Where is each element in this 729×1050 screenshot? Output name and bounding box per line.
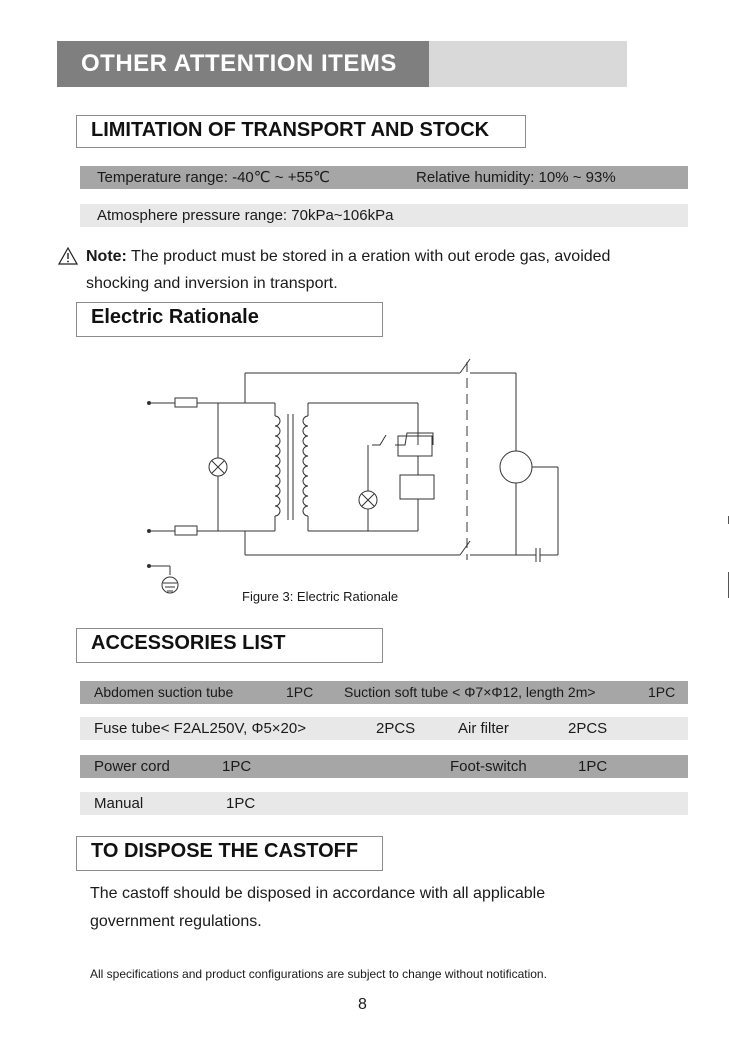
accessories-title: ACCESSORIES LIST bbox=[76, 628, 383, 663]
section-banner bbox=[57, 41, 627, 87]
accessory-qty: 1PC bbox=[648, 684, 676, 700]
secondary-winding bbox=[303, 416, 308, 516]
accessory-qty: 1PC bbox=[286, 684, 314, 700]
accessory-qty: 1PC bbox=[578, 758, 608, 775]
foot-switch-contact bbox=[372, 435, 386, 445]
fuse-top bbox=[175, 398, 197, 407]
accessory-qty: 1PC bbox=[222, 758, 252, 775]
accessory-item: Manual bbox=[94, 795, 144, 812]
accessory-row bbox=[80, 717, 688, 740]
relay-switch-bottom bbox=[460, 541, 470, 555]
pressure-row bbox=[80, 204, 688, 227]
pressure-range: Atmosphere pressure range: 70kPa~106kPa bbox=[97, 207, 394, 224]
motor bbox=[500, 451, 532, 483]
humidity-range: Relative humidity: 10% ~ 93% bbox=[416, 169, 616, 186]
figure-caption: Figure 3: Electric Rationale bbox=[242, 589, 399, 604]
page-number: 8 bbox=[358, 996, 367, 1013]
transport-conditions-row bbox=[80, 166, 688, 189]
fuse-bottom bbox=[175, 526, 197, 535]
accessory-qty: 2PCS bbox=[568, 720, 608, 737]
temperature-range: Temperature range: -40℃ ~ +55℃ bbox=[97, 169, 330, 186]
relay-coil bbox=[400, 475, 434, 499]
accessory-item: Foot-switch bbox=[450, 758, 527, 775]
relay-contact bbox=[398, 436, 432, 456]
footer-notice: All specifications and product configurations are subject to change without notification. bbox=[90, 967, 547, 981]
accessory-item: Suction soft tube < Φ7×Φ12, length 2m> bbox=[344, 684, 596, 700]
electric-schematic bbox=[140, 350, 580, 600]
accessory-item: Air filter bbox=[458, 720, 509, 737]
dispose-title: TO DISPOSE THE CASTOFF bbox=[76, 836, 383, 871]
accessory-row bbox=[80, 792, 688, 815]
relay-switch-top bbox=[460, 359, 470, 373]
note-label: Note: bbox=[86, 248, 127, 265]
banner-title: OTHER ATTENTION ITEMS bbox=[81, 50, 397, 77]
dispose-text-line1: The castoff should be disposed in accordance with all applicable bbox=[90, 885, 546, 902]
accessory-qty: 2PCS bbox=[376, 720, 416, 737]
warning-icon bbox=[58, 247, 78, 265]
accessory-row bbox=[80, 755, 688, 778]
note-text-line1: The product must be stored in a eration with out erode gas, avoided bbox=[131, 248, 611, 265]
accessory-row bbox=[80, 681, 688, 704]
accessory-item: Fuse tube< F2AL250V, Φ5×20> bbox=[94, 720, 306, 737]
accessory-item: Power cord bbox=[94, 758, 170, 775]
note-text-line2: shocking and inversion in transport. bbox=[86, 275, 338, 292]
electric-title: Electric Rationale bbox=[76, 302, 383, 337]
accessory-item: Abdomen suction tube bbox=[94, 684, 234, 700]
dispose-text-line2: government regulations. bbox=[90, 913, 262, 930]
primary-winding bbox=[275, 416, 280, 516]
transport-title: LIMITATION OF TRANSPORT AND STOCK bbox=[76, 115, 526, 148]
accessory-qty: 1PC bbox=[226, 795, 256, 812]
